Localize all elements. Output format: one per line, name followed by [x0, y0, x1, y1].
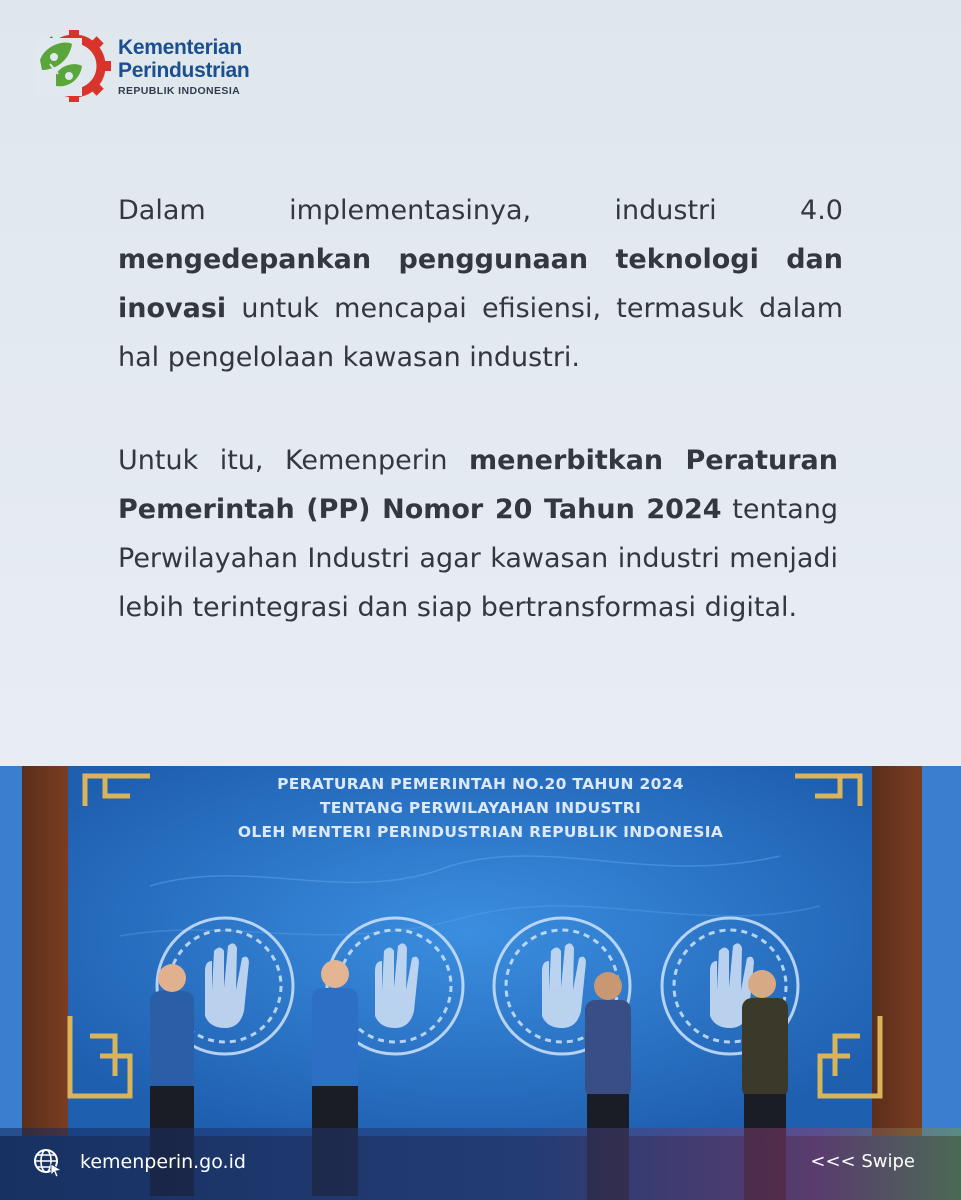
- paragraph-pp-20-2024: [118, 436, 838, 632]
- logo-line-perindustrian: Perindustrian: [118, 59, 250, 82]
- kemenperin-logo: [32, 30, 272, 102]
- paragraph2-text-1: Untuk itu, Kemenperin: [118, 445, 469, 476]
- logo-line-kementerian: Kementerian: [118, 36, 242, 59]
- banner-line-2: TENTANG PERWILAYAHAN INDUSTRI: [319, 799, 642, 817]
- paragraph1-text-1: Dalam implementasinya, industri 4.0: [118, 195, 843, 226]
- gear-leaf-logo-icon: [32, 30, 112, 102]
- photo-banner: [0, 766, 961, 844]
- globe-cursor-icon: [33, 1148, 63, 1178]
- paragraph2-text-2: tentang Perwilayahan Industri agar kawasan industri menjadi lebih terintegrasi dan siap bertransformasi digital.: [118, 494, 838, 623]
- paragraph-industri-40: [118, 186, 843, 382]
- paragraph1-bold: mengedepankan penggunaan teknologi dan inovasi: [118, 244, 843, 324]
- swipe-hint: <<< Swipe: [810, 1151, 915, 1172]
- paragraph2-bold: menerbitkan Peraturan Pemerintah (PP) Nomor 20 Tahun 2024: [118, 445, 838, 525]
- logo-line-republik: REPUBLIK INDONESIA: [118, 85, 241, 97]
- logo-wordmark: [118, 36, 249, 98]
- banner-line-1: PERATURAN PEMERINTAH NO.20 TAHUN 2024: [277, 775, 684, 793]
- website-link[interactable]: kemenperin.go.id: [80, 1151, 246, 1173]
- paragraph1-text-2: untuk mencapai efisiensi, termasuk dalam hal pengelolaan kawasan industri.: [118, 293, 843, 373]
- banner-line-3: OLEH MENTERI PERINDUSTRIAN REPUBLIK INDONESIA: [237, 823, 724, 841]
